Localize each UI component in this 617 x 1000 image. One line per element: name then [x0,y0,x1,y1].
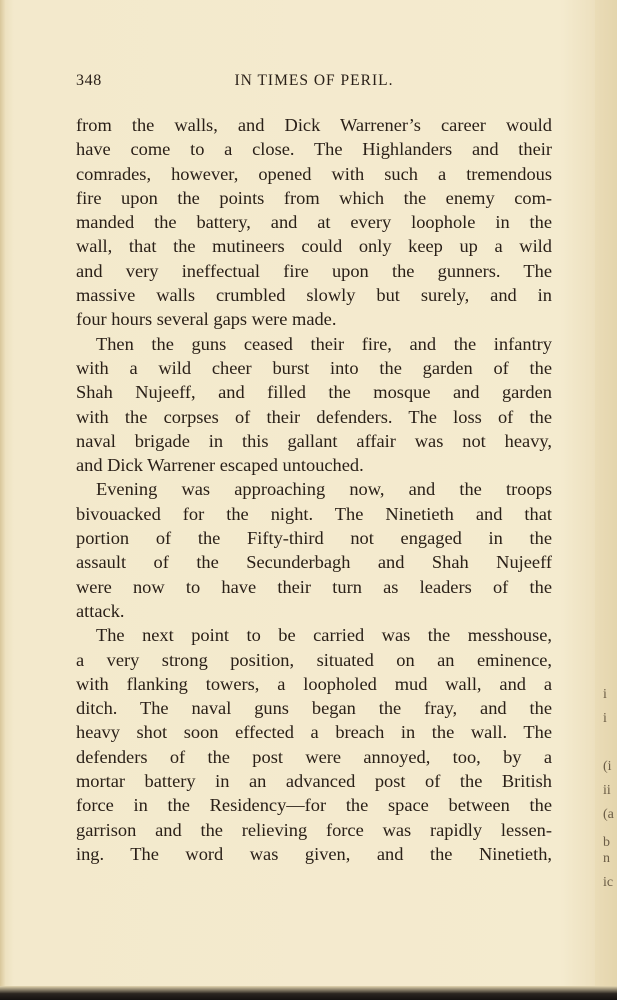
text-line: mortar battery in an advanced post of the British [76,771,552,792]
page-bottom-shadow [0,986,617,1000]
margin-bleed-fragment: (i [603,759,612,774]
text-line: with the corpses of their defenders. The loss of the [76,406,552,427]
text-line: portion of the Fifty-third not engaged in the [76,528,552,549]
text-line: The next point to be carried was the messhouse, [96,625,552,646]
page-header [76,72,552,96]
text-line: and very ineffectual fire upon the gunners. The [76,260,552,281]
text-line: have come to a close. The Highlanders and their [76,139,552,160]
margin-bleed-fragment: (a [603,807,614,822]
running-title: IN TIMES OF PERIL. [234,72,394,89]
text-line: manded the battery, and at every loophole in the [76,212,552,233]
text-line: wall, that the mutineers could only keep up a wild [76,236,552,257]
text-line: and Dick Warrener escaped untouched. [76,455,364,476]
text-line: ditch. The naval guns began the fray, and the [76,698,552,719]
page-number: 348 [76,72,102,89]
page-left-edge [0,0,6,1000]
margin-bleed-fragment: ic [603,875,614,890]
margin-bleed-fragment: ii [603,783,611,798]
text-line: with flanking towers, a loopholed mud wall, and a [76,673,552,694]
text-line: heavy shot soon effected a breach in the wall. The [76,722,552,743]
text-line: four hours several gaps were made. [76,309,337,330]
text-line: a very strong position, situated on an eminence, [76,649,552,670]
text-line: with a wild cheer burst into the garden of the [76,357,552,378]
text-line: fire upon the points from which the enemy com- [76,187,552,208]
text-line: defenders of the post were annoyed, too, by a [76,746,552,767]
text-line: ing. The word was given, and the Ninetieth, [76,843,552,864]
text-line: assault of the Secunderbagh and Shah Nujeeff [76,552,552,573]
text-line: from the walls, and Dick Warrener’s career would [76,115,552,135]
text-line: force in the Residency—for the space between the [76,795,552,816]
text-line: comrades, however, opened with such a tremendous [76,163,552,184]
text-line: Shah Nujeeff, and filled the mosque and garden [76,382,552,403]
text-line: Evening was approaching now, and the troops [96,479,552,500]
margin-bleed-fragment: i [603,687,607,702]
text-line: Then the guns ceased their fire, and the infantry [96,333,552,354]
body-text [76,113,552,866]
margin-bleed-fragment: b [603,835,610,850]
text-line: massive walls crumbled slowly but surely, and in [76,285,552,306]
text-line: attack. [76,600,125,621]
text-line: naval brigade in this gallant affair was not heavy, [76,430,552,451]
text-line: bivouacked for the night. The Ninetieth and that [76,503,552,524]
margin-bleed-fragment: n [603,851,610,866]
margin-bleed-fragment: i [603,711,607,726]
text-line: were now to have their turn as leaders of the [76,576,552,597]
page-right-edge [595,0,617,1000]
text-line: garrison and the relieving force was rapidly lessen- [76,819,552,840]
